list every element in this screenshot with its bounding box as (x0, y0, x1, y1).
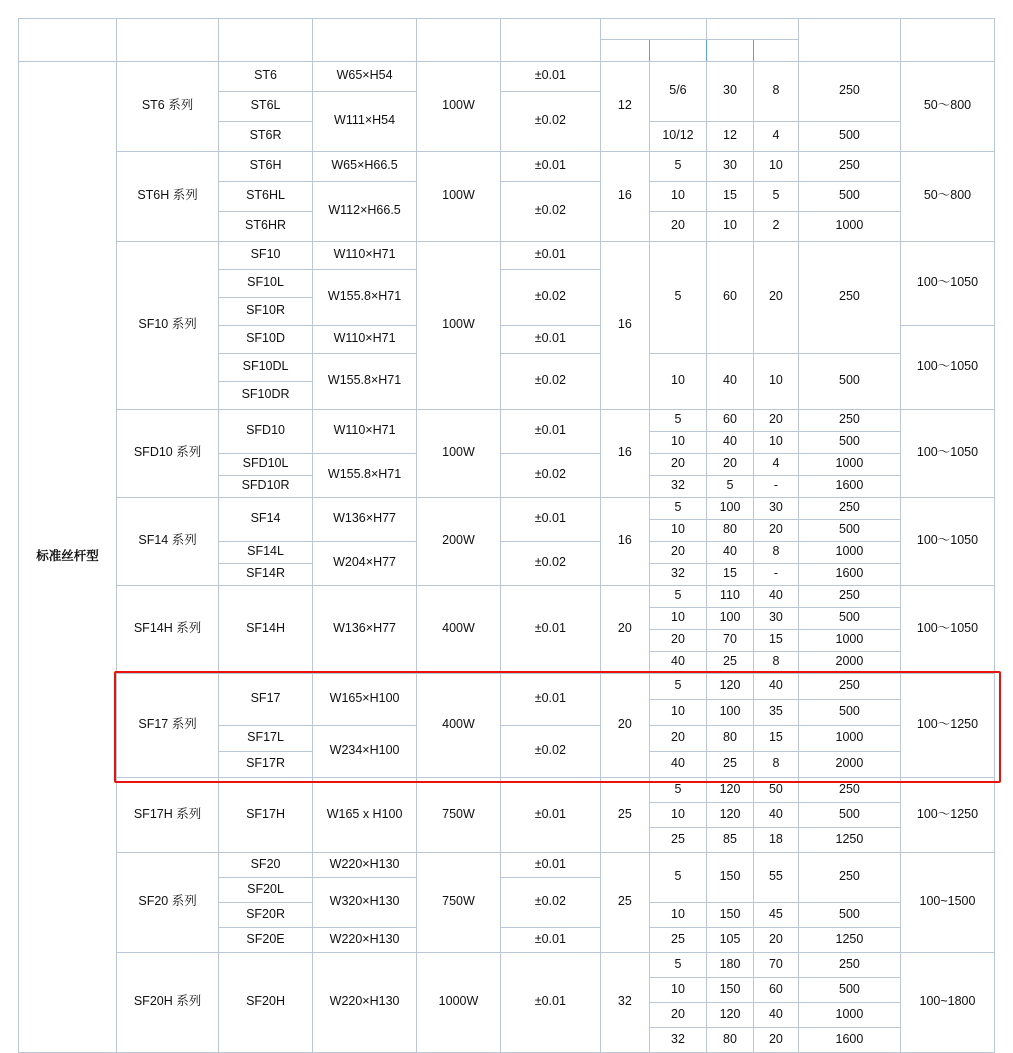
cell-repeat-accuracy: ±0.01 (500, 952, 600, 1052)
cell-repeat-accuracy: ±0.01 (500, 852, 600, 877)
cell-dimension: W136×H77 (313, 585, 417, 673)
cell-stroke: 50～800 (900, 61, 994, 151)
cell-dimension: W155.8×H71 (313, 269, 417, 325)
cell-max-speed: 2000 (798, 651, 900, 673)
cell-repeat-accuracy: ±0.02 (500, 725, 600, 777)
cell-dimension: W65×H66.5 (313, 151, 417, 181)
cell-max-speed: 1250 (798, 827, 900, 852)
cell-screw-lead: 32 (649, 475, 706, 497)
cell-dimension: W165×H100 (313, 673, 417, 725)
cell-load-horizontal: 105 (707, 927, 754, 952)
cell-screw-lead: 5 (649, 409, 706, 431)
cell-max-speed: 250 (798, 151, 900, 181)
cell-max-speed: 250 (798, 585, 900, 607)
cell-series: ST6 系列 (117, 61, 219, 151)
cell-dimension: W234×H100 (313, 725, 417, 777)
cell-load-vertical: 20 (753, 927, 798, 952)
cell-screw-lead: 40 (649, 751, 706, 777)
cell-dimension: W320×H130 (313, 877, 417, 927)
cell-load-vertical: 70 (753, 952, 798, 977)
cell-max-speed: 500 (798, 431, 900, 453)
cell-max-speed: 1600 (798, 563, 900, 585)
cell-max-speed: 1000 (798, 725, 900, 751)
cell-motor-power: 100W (417, 151, 501, 241)
cell-series: SF14H 系列 (117, 585, 219, 673)
table-row (19, 151, 995, 181)
cell-max-speed: 250 (798, 952, 900, 977)
cell-load-vertical: 30 (753, 497, 798, 519)
cell-load-horizontal: 25 (707, 651, 754, 673)
cell-model-name: SF20H (219, 952, 313, 1052)
table-row (19, 241, 995, 269)
cell-max-speed: 250 (798, 852, 900, 902)
cell-load-vertical: 35 (753, 699, 798, 725)
header-repeat-accuracy (500, 19, 600, 62)
header-model-name: 机型名称 (219, 19, 313, 62)
cell-max-speed: 1250 (798, 927, 900, 952)
cell-dimension: W155.8×H71 (313, 453, 417, 497)
cell-max-speed: 250 (798, 497, 900, 519)
cell-motor-power: 100W (417, 241, 501, 409)
cell-load-vertical: 2 (753, 211, 798, 241)
cell-model-name: SF10DR (219, 381, 313, 409)
cell-model-name: SF20E (219, 927, 313, 952)
cell-load-horizontal: 150 (707, 852, 754, 902)
cell-model-name: SF20R (219, 902, 313, 927)
cell-screw-lead: 20 (649, 629, 706, 651)
cell-repeat-accuracy: ±0.01 (500, 409, 600, 453)
cell-load-horizontal: 120 (707, 777, 754, 802)
cell-dimension: W220×H130 (313, 927, 417, 952)
cell-model-name: ST6HL (219, 181, 313, 211)
cell-model-name: SF17 (219, 673, 313, 725)
cell-load-vertical: 40 (753, 673, 798, 699)
cell-screw-lead: 10/12 (649, 121, 706, 151)
cell-stroke: 50～800 (900, 151, 994, 241)
cell-max-speed: 500 (798, 902, 900, 927)
cell-dimension: W110×H71 (313, 409, 417, 453)
cell-load-vertical: 8 (753, 541, 798, 563)
cell-load-horizontal: 120 (707, 1002, 754, 1027)
cell-load-horizontal: 70 (707, 629, 754, 651)
header-max-speed (798, 19, 900, 62)
cell-screw-lead: 5 (649, 852, 706, 902)
cell-screw-lead: 10 (649, 431, 706, 453)
cell-load-vertical: 55 (753, 852, 798, 902)
cell-motor-power: 750W (417, 852, 501, 952)
cell-max-speed: 250 (798, 241, 900, 353)
cell-load-vertical: 4 (753, 453, 798, 475)
cell-load-horizontal: 20 (707, 453, 754, 475)
cell-screw-lead: 10 (649, 902, 706, 927)
cell-load-horizontal: 15 (707, 563, 754, 585)
cell-motor-power: 400W (417, 673, 501, 777)
cell-max-speed: 1000 (798, 211, 900, 241)
cell-stroke: 100~1500 (900, 852, 994, 952)
table-row (19, 852, 995, 877)
cell-stroke: 100～1050 (900, 409, 994, 497)
cell-stroke: 100～1250 (900, 673, 994, 777)
header-series: 系列 (117, 19, 219, 62)
header-stroke (900, 19, 994, 62)
specification-table (18, 18, 995, 1053)
cell-screw-outer: 20 (600, 585, 649, 673)
cell-screw-outer: 20 (600, 673, 649, 777)
cell-model-name: SFD10L (219, 453, 313, 475)
cell-stroke: 100～1250 (900, 777, 994, 852)
cell-screw-lead: 10 (649, 181, 706, 211)
cell-repeat-accuracy: ±0.02 (500, 453, 600, 497)
cell-max-speed: 1000 (798, 629, 900, 651)
cell-max-speed: 2000 (798, 751, 900, 777)
cell-screw-lead: 5/6 (649, 61, 706, 121)
cell-model-name: SF14L (219, 541, 313, 563)
cell-load-vertical: 40 (753, 1002, 798, 1027)
cell-screw-lead: 20 (649, 1002, 706, 1027)
cell-repeat-accuracy: ±0.01 (500, 927, 600, 952)
header-max-speed-label: 最高速度 (822, 23, 877, 39)
cell-load-vertical: 10 (753, 151, 798, 181)
cell-load-vertical: 18 (753, 827, 798, 852)
cell-load-vertical: 40 (753, 802, 798, 827)
cell-series: SF17 系列 (117, 673, 219, 777)
cell-load-horizontal: 120 (707, 802, 754, 827)
cell-max-speed: 500 (798, 607, 900, 629)
header-repeat-accuracy-unit: (mm) (533, 39, 567, 55)
header-type: 机型 (19, 19, 117, 62)
cell-load-horizontal: 60 (707, 409, 754, 431)
cell-load-horizontal: 12 (707, 121, 754, 151)
cell-stroke: 100～1050 (900, 497, 994, 585)
cell-max-speed: 1600 (798, 475, 900, 497)
cell-load-horizontal: 100 (707, 607, 754, 629)
header-stroke-unit: (mm) (930, 39, 964, 55)
cell-load-vertical: 4 (753, 121, 798, 151)
cell-screw-lead: 5 (649, 777, 706, 802)
header-row-top (19, 19, 995, 40)
cell-screw-lead: 5 (649, 241, 706, 353)
cell-stroke: 100~1800 (900, 952, 994, 1052)
cell-model-name: SF14 (219, 497, 313, 541)
cell-stroke: 100～1050 (900, 585, 994, 673)
header-max-speed-unit: (mm/sec) (819, 39, 880, 55)
cell-repeat-accuracy: ±0.02 (500, 877, 600, 927)
cell-repeat-accuracy: ±0.01 (500, 497, 600, 541)
cell-screw-lead: 10 (649, 977, 706, 1002)
cell-load-vertical: 10 (753, 353, 798, 409)
cell-load-horizontal: 5 (707, 475, 754, 497)
table-row (19, 585, 995, 607)
cell-screw-outer: 16 (600, 151, 649, 241)
cell-load-horizontal: 110 (707, 585, 754, 607)
cell-max-speed: 500 (798, 802, 900, 827)
cell-screw-lead: 25 (649, 827, 706, 852)
cell-motor-power: 750W (417, 777, 501, 852)
header-motor-power-label: 马达功率 (431, 23, 486, 39)
cell-dimension: W112×H66.5 (313, 181, 417, 241)
cell-model-name: ST6HR (219, 211, 313, 241)
cell-screw-lead: 10 (649, 802, 706, 827)
cell-motor-power: 200W (417, 497, 501, 585)
cell-dimension: W111×H54 (313, 91, 417, 151)
cell-load-horizontal: 10 (707, 211, 754, 241)
table-body (19, 61, 995, 1052)
header-max-load: 最大负载 (kg) (707, 19, 799, 40)
cell-max-speed: 1000 (798, 453, 900, 475)
cell-screw-lead: 25 (649, 927, 706, 952)
cell-model-name: SFD10R (219, 475, 313, 497)
cell-dimension: W110×H71 (313, 241, 417, 269)
cell-model-name: SF20 (219, 852, 313, 877)
cell-model-name: SF17R (219, 751, 313, 777)
cell-load-vertical: 20 (753, 241, 798, 353)
cell-screw-lead: 20 (649, 211, 706, 241)
cell-load-vertical: 50 (753, 777, 798, 802)
cell-screw-lead: 32 (649, 563, 706, 585)
cell-model-name: ST6H (219, 151, 313, 181)
cell-dimension: W136×H77 (313, 497, 417, 541)
cell-load-vertical: 60 (753, 977, 798, 1002)
cell-model-name: SF14H (219, 585, 313, 673)
cell-screw-lead: 10 (649, 353, 706, 409)
cell-repeat-accuracy: ±0.02 (500, 541, 600, 585)
cell-screw-outer: 25 (600, 777, 649, 852)
cell-motor-power: 100W (417, 61, 501, 151)
cell-load-vertical: - (753, 563, 798, 585)
cell-model-name: SF10L (219, 269, 313, 297)
header-repeat-accuracy-label: 重复定位精度 (510, 23, 591, 39)
cell-repeat-accuracy: ±0.01 (500, 585, 600, 673)
table-row (19, 409, 995, 431)
cell-max-speed: 250 (798, 777, 900, 802)
cell-repeat-accuracy: ±0.01 (500, 241, 600, 269)
cell-screw-outer: 16 (600, 497, 649, 585)
cell-load-vertical: 20 (753, 519, 798, 541)
cell-dimension: W110×H71 (313, 325, 417, 353)
header-motor-power-unit: (w) (448, 39, 469, 55)
table-row (19, 61, 995, 91)
cell-load-vertical: 15 (753, 725, 798, 751)
cell-series: SFD10 系列 (117, 409, 219, 497)
cell-screw-outer: 16 (600, 409, 649, 497)
cell-repeat-accuracy: ±0.01 (500, 61, 600, 91)
header-screw-spec: 螺杆规格 (mm) (600, 19, 706, 40)
cell-load-horizontal: 100 (707, 497, 754, 519)
cell-load-horizontal: 85 (707, 827, 754, 852)
cell-load-horizontal: 150 (707, 977, 754, 1002)
cell-load-horizontal: 180 (707, 952, 754, 977)
cell-dimension: W155.8×H71 (313, 353, 417, 409)
cell-model-name: ST6 (219, 61, 313, 91)
cell-screw-lead: 32 (649, 1027, 706, 1052)
cell-screw-outer: 12 (600, 61, 649, 151)
cell-model-name: SF10 (219, 241, 313, 269)
cell-series: SF10 系列 (117, 241, 219, 409)
header-screw-lead: 导程 (649, 40, 706, 61)
cell-model-name: SFD10 (219, 409, 313, 453)
cell-dimension: W220×H130 (313, 952, 417, 1052)
header-dimension-unit: (mm) (348, 39, 382, 55)
cell-category: 标准丝杆型 (19, 61, 117, 1052)
cell-series: SF14 系列 (117, 497, 219, 585)
table-row (19, 673, 995, 699)
cell-model-name: SF10DL (219, 353, 313, 381)
cell-load-horizontal: 15 (707, 181, 754, 211)
cell-screw-lead: 5 (649, 497, 706, 519)
cell-load-horizontal: 40 (707, 431, 754, 453)
cell-load-horizontal: 30 (707, 61, 754, 121)
cell-load-horizontal: 80 (707, 1027, 754, 1052)
cell-model-name: ST6L (219, 91, 313, 121)
table-row (19, 952, 995, 977)
cell-screw-outer: 16 (600, 241, 649, 409)
cell-screw-lead: 10 (649, 519, 706, 541)
cell-screw-lead: 5 (649, 585, 706, 607)
cell-screw-outer: 32 (600, 952, 649, 1052)
cell-series: SF17H 系列 (117, 777, 219, 852)
cell-load-vertical: 45 (753, 902, 798, 927)
cell-load-vertical: 8 (753, 751, 798, 777)
cell-series: ST6H 系列 (117, 151, 219, 241)
cell-max-speed: 250 (798, 673, 900, 699)
cell-max-speed: 500 (798, 699, 900, 725)
cell-load-vertical: - (753, 475, 798, 497)
cell-max-speed: 500 (798, 353, 900, 409)
cell-load-vertical: 40 (753, 585, 798, 607)
cell-screw-lead: 20 (649, 725, 706, 751)
cell-load-horizontal: 80 (707, 725, 754, 751)
cell-repeat-accuracy: ±0.01 (500, 151, 600, 181)
cell-load-vertical: 8 (753, 651, 798, 673)
cell-motor-power: 400W (417, 585, 501, 673)
cell-screw-lead: 20 (649, 453, 706, 475)
table-row (19, 777, 995, 802)
cell-screw-lead: 10 (649, 699, 706, 725)
cell-load-horizontal: 40 (707, 353, 754, 409)
cell-load-vertical: 20 (753, 1027, 798, 1052)
cell-max-speed: 500 (798, 519, 900, 541)
cell-load-vertical: 10 (753, 431, 798, 453)
cell-max-speed: 1000 (798, 1002, 900, 1027)
header-load-vertical: 垂直 (753, 40, 798, 61)
cell-model-name: SF17H (219, 777, 313, 852)
cell-load-horizontal: 150 (707, 902, 754, 927)
cell-max-speed: 1000 (798, 541, 900, 563)
cell-screw-lead: 40 (649, 651, 706, 673)
cell-load-horizontal: 25 (707, 751, 754, 777)
cell-motor-power: 100W (417, 409, 501, 497)
header-motor-power (417, 19, 501, 62)
cell-max-speed: 500 (798, 181, 900, 211)
cell-load-vertical: 15 (753, 629, 798, 651)
cell-series: SF20H 系列 (117, 952, 219, 1052)
cell-load-horizontal: 80 (707, 519, 754, 541)
cell-screw-lead: 5 (649, 151, 706, 181)
cell-load-vertical: 8 (753, 61, 798, 121)
cell-repeat-accuracy: ±0.02 (500, 353, 600, 409)
cell-dimension: W204×H77 (313, 541, 417, 585)
cell-repeat-accuracy: ±0.01 (500, 325, 600, 353)
cell-repeat-accuracy: ±0.02 (500, 181, 600, 241)
cell-load-horizontal: 30 (707, 151, 754, 181)
header-load-horizontal: 水平 (707, 40, 754, 61)
header-dimension-label: 尺寸 (351, 23, 378, 39)
cell-dimension: W65×H54 (313, 61, 417, 91)
cell-screw-lead: 20 (649, 541, 706, 563)
cell-max-speed: 500 (798, 977, 900, 1002)
table-row (19, 497, 995, 519)
cell-screw-lead: 10 (649, 607, 706, 629)
cell-model-name: SF10D (219, 325, 313, 353)
cell-model-name: SF17L (219, 725, 313, 751)
cell-max-speed: 500 (798, 121, 900, 151)
cell-model-name: SF10R (219, 297, 313, 325)
cell-stroke: 100～1050 (900, 325, 994, 409)
cell-load-horizontal: 120 (707, 673, 754, 699)
cell-max-speed: 250 (798, 61, 900, 121)
cell-repeat-accuracy: ±0.01 (500, 673, 600, 725)
cell-dimension: W220×H130 (313, 852, 417, 877)
cell-stroke: 100～1050 (900, 241, 994, 325)
cell-motor-power: 1000W (417, 952, 501, 1052)
header-screw-outer: 外径 (600, 40, 649, 61)
cell-load-vertical: 30 (753, 607, 798, 629)
cell-load-horizontal: 100 (707, 699, 754, 725)
table-header (19, 19, 995, 62)
cell-model-name: ST6R (219, 121, 313, 151)
header-stroke-label: 行程 (934, 23, 961, 39)
cell-max-speed: 1600 (798, 1027, 900, 1052)
cell-screw-lead: 5 (649, 952, 706, 977)
cell-repeat-accuracy: ±0.02 (500, 269, 600, 325)
cell-model-name: SF14R (219, 563, 313, 585)
cell-load-vertical: 20 (753, 409, 798, 431)
cell-load-vertical: 5 (753, 181, 798, 211)
cell-series: SF20 系列 (117, 852, 219, 952)
cell-load-horizontal: 40 (707, 541, 754, 563)
cell-screw-lead: 5 (649, 673, 706, 699)
cell-screw-outer: 25 (600, 852, 649, 952)
header-dimension (313, 19, 417, 62)
cell-model-name: SF20L (219, 877, 313, 902)
cell-repeat-accuracy: ±0.01 (500, 777, 600, 852)
cell-repeat-accuracy: ±0.02 (500, 91, 600, 151)
cell-dimension: W165 x H100 (313, 777, 417, 852)
cell-load-horizontal: 60 (707, 241, 754, 353)
cell-max-speed: 250 (798, 409, 900, 431)
